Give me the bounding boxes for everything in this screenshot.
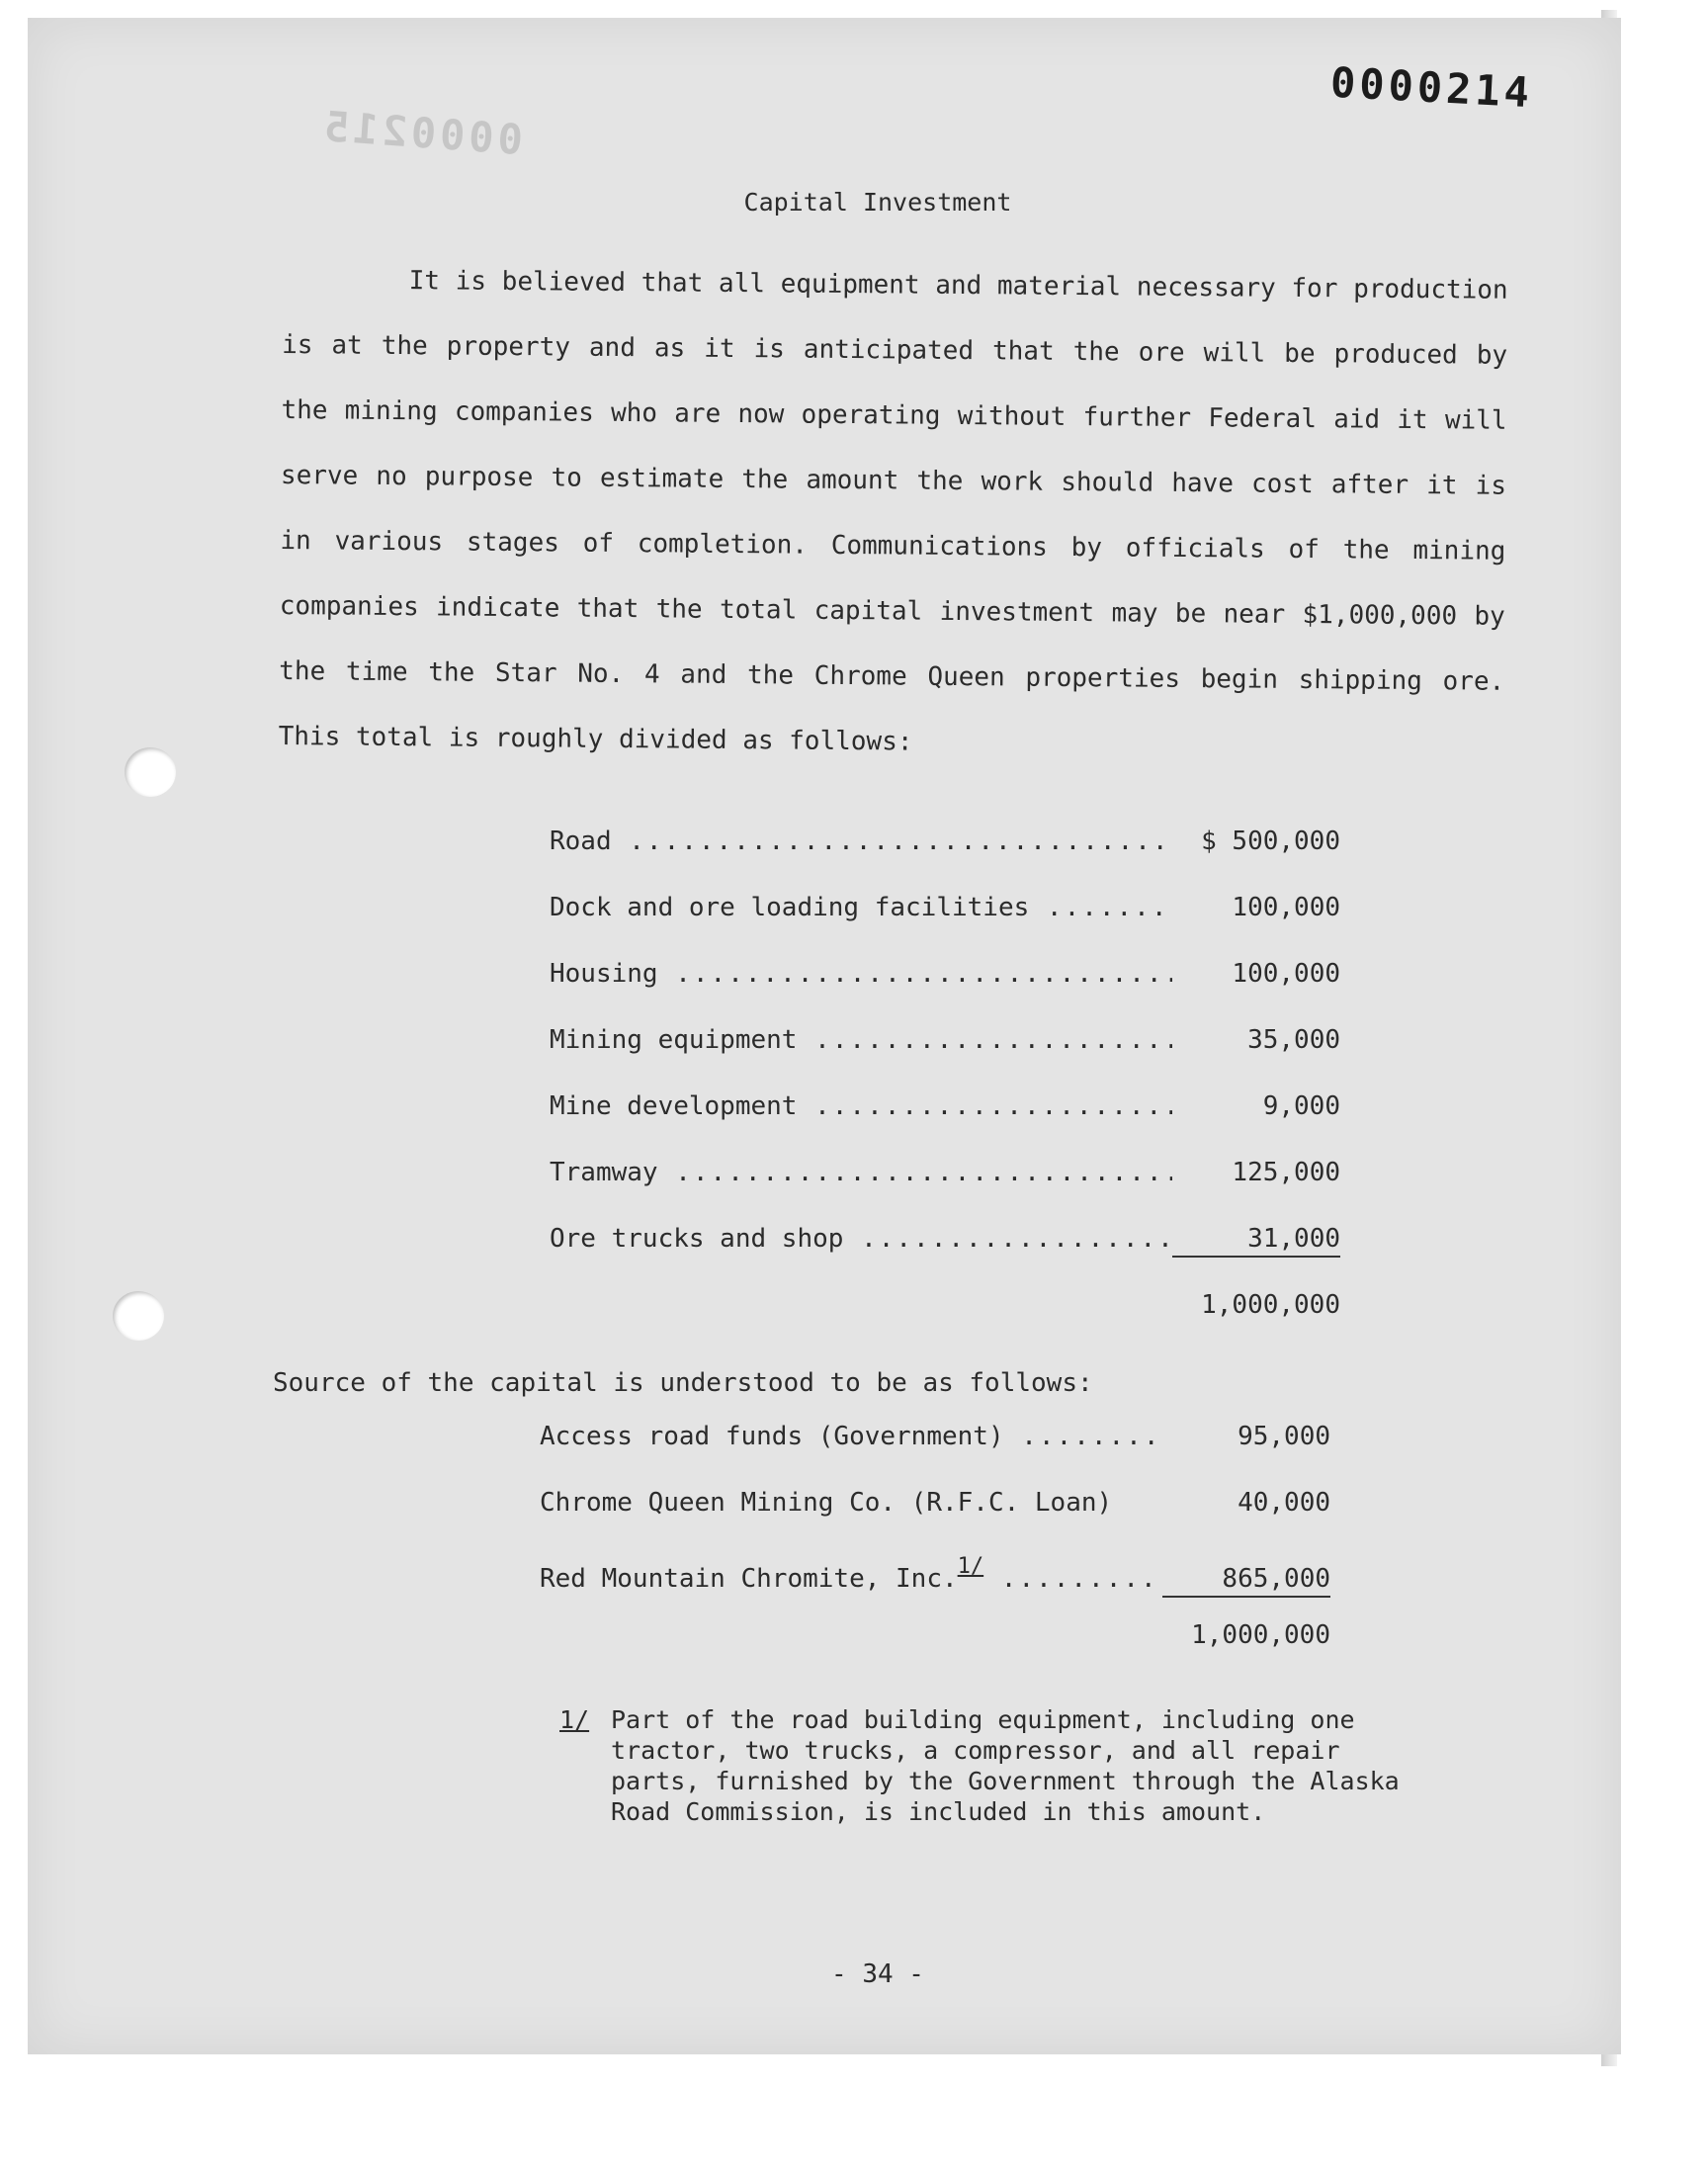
- row-label: Red Mountain Chromite, Inc.: [540, 1564, 958, 1594]
- row-value: 95,000: [1238, 1422, 1330, 1451]
- row-label: Housing .....: [550, 959, 1172, 989]
- table-row: [540, 1488, 1330, 1554]
- row-value: 31,000: [1172, 1224, 1340, 1258]
- footnote-reference: 1/: [957, 1554, 984, 1579]
- row-value: 100,000: [1232, 893, 1340, 922]
- table-row: [550, 893, 1340, 959]
- row-label: Mining equipment .....: [550, 1025, 1172, 1055]
- table-total-row: [550, 1290, 1340, 1356]
- row-label: Access road funds (Government) .....: [540, 1422, 1162, 1451]
- row-label: Ore trucks and shop .....: [550, 1224, 1172, 1254]
- footnote-mark: 1/: [559, 1705, 590, 1734]
- page-title: Capital Investment: [743, 188, 1012, 217]
- total-value: 1,000,000: [1191, 1620, 1330, 1650]
- row-value: 9,000: [1262, 1091, 1340, 1121]
- bleed-through-stamp: 0000215: [318, 101, 525, 165]
- row-label: Chrome Queen Mining Co. (R.F.C. Loan): [540, 1488, 1113, 1518]
- row-value: 865,000: [1162, 1564, 1330, 1598]
- table-row: [550, 1158, 1340, 1224]
- table-row: [550, 826, 1340, 893]
- document-page: [28, 18, 1621, 2054]
- row-value: 100,000: [1232, 959, 1340, 989]
- table-row: [550, 959, 1340, 1025]
- source-intro: Source of the capital is understood to be as follows:: [273, 1368, 1093, 1398]
- row-label: Mine development .....: [550, 1091, 1172, 1121]
- row-label: Road .....: [550, 826, 1172, 856]
- table-row: [550, 1224, 1340, 1290]
- punch-hole-lower: [113, 1291, 164, 1341]
- sources-table: [540, 1422, 1330, 1687]
- row-value: 40,000: [1238, 1488, 1330, 1518]
- row-value: $ 500,000: [1201, 826, 1340, 856]
- row-label-with-footnote: [540, 1554, 1162, 1594]
- table-row: [550, 1091, 1340, 1158]
- table-row: [540, 1554, 1330, 1620]
- row-value: 35,000: [1247, 1025, 1340, 1055]
- page-number: - 34 -: [831, 1959, 924, 1989]
- footnote: [559, 1704, 1409, 1827]
- investment-table: [550, 826, 1340, 1356]
- total-value: 1,000,000: [1201, 1290, 1340, 1320]
- footnote-text: Part of the road building equipment, including one tractor, two trucks, a compressor, and all repair parts, furnished by the Government through the Alaska Road Commission, is included in this amount.: [611, 1705, 1400, 1826]
- table-row: [540, 1422, 1330, 1488]
- row-label: Dock and ore loading facilities .....: [550, 893, 1172, 922]
- row-label: Tramway .....: [550, 1158, 1172, 1187]
- document-number-stamp: 0000214: [1328, 57, 1535, 118]
- punch-hole-upper: [125, 747, 176, 797]
- body-paragraph: It is believed that all equipment and material necessary for production is at the property and as it is anticipated that the ore will be produced by the mining companies who are now operating without further Federal aid it will serve no purpose to estimate the amount the work should have cost after it is in various stages of completion. Communications by officials of the mining companies indicate that the total capital investment may be near $1,000,000 by the time the Star No. 4 and the Chrome Queen properties begin shipping ore. This total is roughly divided as follows:: [278, 266, 1508, 757]
- row-value: 125,000: [1232, 1158, 1340, 1187]
- table-row: [550, 1025, 1340, 1091]
- table-total-row: [540, 1620, 1330, 1687]
